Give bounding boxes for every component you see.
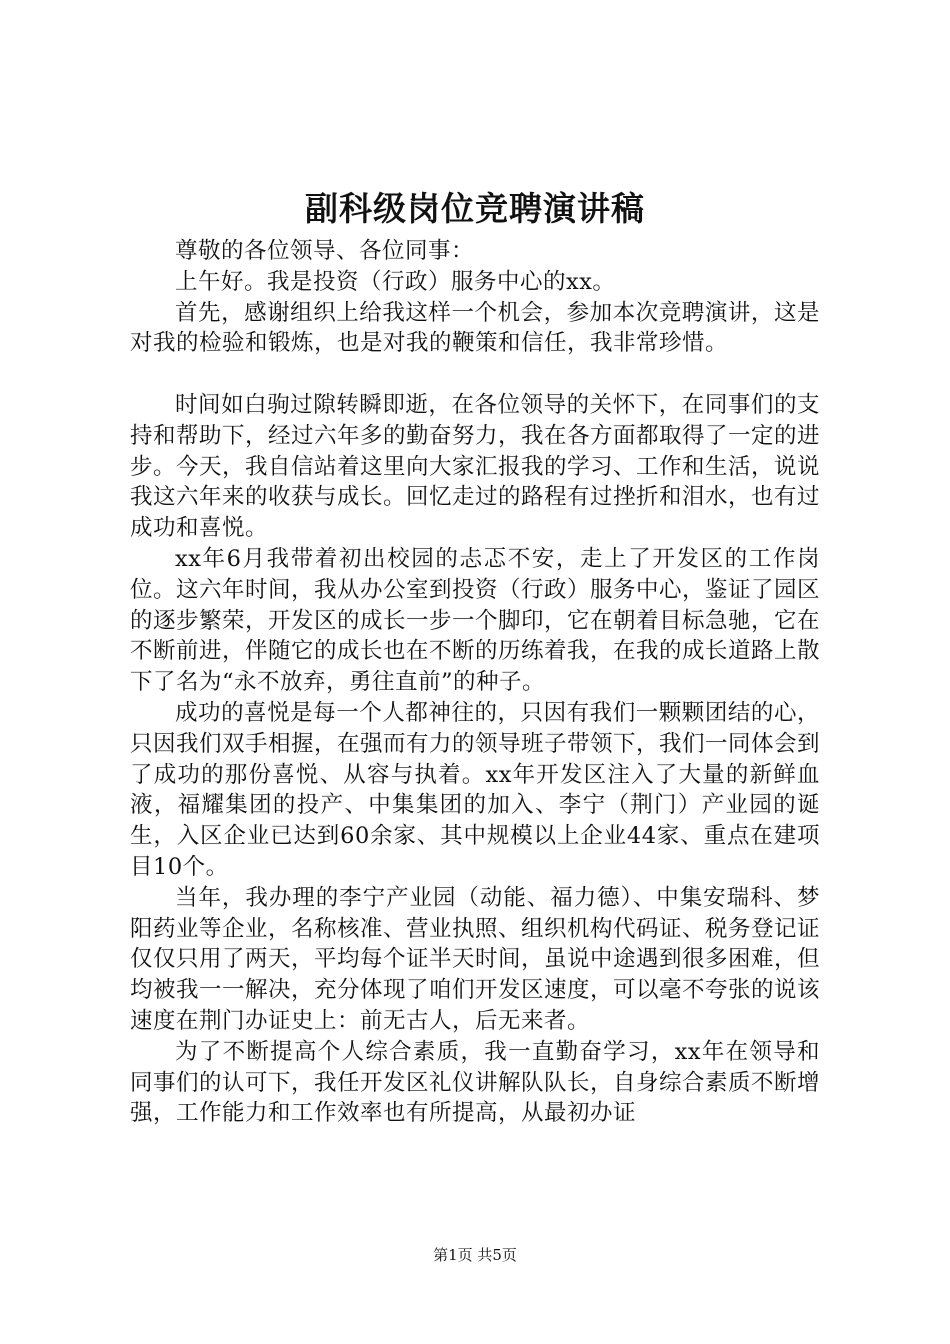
paragraph-salutation: 尊敬的各位领导、各位同事： [175, 238, 475, 264]
document-body [130, 236, 820, 1129]
paragraph-thanks: 首先，感谢组织上给我这样一个机会，参加本次竞聘演讲，这是对我的检验和锻炼，也是对我的鞭策和信任，我非常珍惜。 [130, 299, 820, 357]
page-footer: 第1页 共5页 [433, 1246, 517, 1264]
paragraph-achievements: 当年，我办理的李宁产业园（动能、福力德）、中集安瑞科、梦阳药业等企业，名称核准、营业执照、组织机构代码证、税务登记证仅仅只用了两天，平均每个证半天时间，虽说中途遇到很多困难，但均被我一一解决，充分体现了咱们开发区速度，可以毫不夸张的说该速度在荆门办证史上：前无古人，后无来者。 [130, 884, 821, 1034]
document-title: 副科级岗位竞聘演讲稿 [305, 189, 645, 228]
paragraph-time: 时间如白驹过隙转瞬即逝，在各位领导的关怀下，在同事们的支持和帮助下，经过六年多的勤奋努力，我在各方面都取得了一定的进步。今天，我自信站着这里向大家汇报我的学习、工作和生活，说说我这六年来的收获与成长。回忆走过的路程有过挫折和泪水，也有过成功和喜悦。 [130, 391, 821, 542]
paragraph-greeting: 上午好。我是投资（行政）服务中心的xx。 [175, 268, 616, 295]
paragraph-success: 成功的喜悦是每一个人都神往的，只因有我们一颗颗团结的心，只因我们双手相握，在强而有力的领导班子带领下，我们一同体会到了成功的那份喜悦、从容与执着。xx年开发区注入了大量的新鲜血液，福耀集团的投产、中集集团的加入、李宁（荆门）产业园的诞生，入区企业已达到60余家、其中规模以上企业44家、重点在建项目10个。 [130, 699, 821, 880]
paragraph-career-start: xx年6月我带着初出校园的忐忑不安，走上了开发区的工作岗位。这六年时间，我从办公室到投资（行政）服务中心，鉴证了园区的逐步繁荣，开发区的成长一步一个脚印，它在朝着目标急驰，它在不断前进，伴随它的成长也在不断的历练着我，在我的成长道路上散下了名为“永不放弃，勇往直前”的种子。 [130, 545, 821, 696]
paragraph-study: 为了不断提高个人综合素质，我一直勤奋学习，xx年在领导和同事们的认可下，我任开发区礼仪讲解队队长，自身综合素质不断增强，工作能力和工作效率也有所提高，从最初办证 [130, 1038, 821, 1127]
